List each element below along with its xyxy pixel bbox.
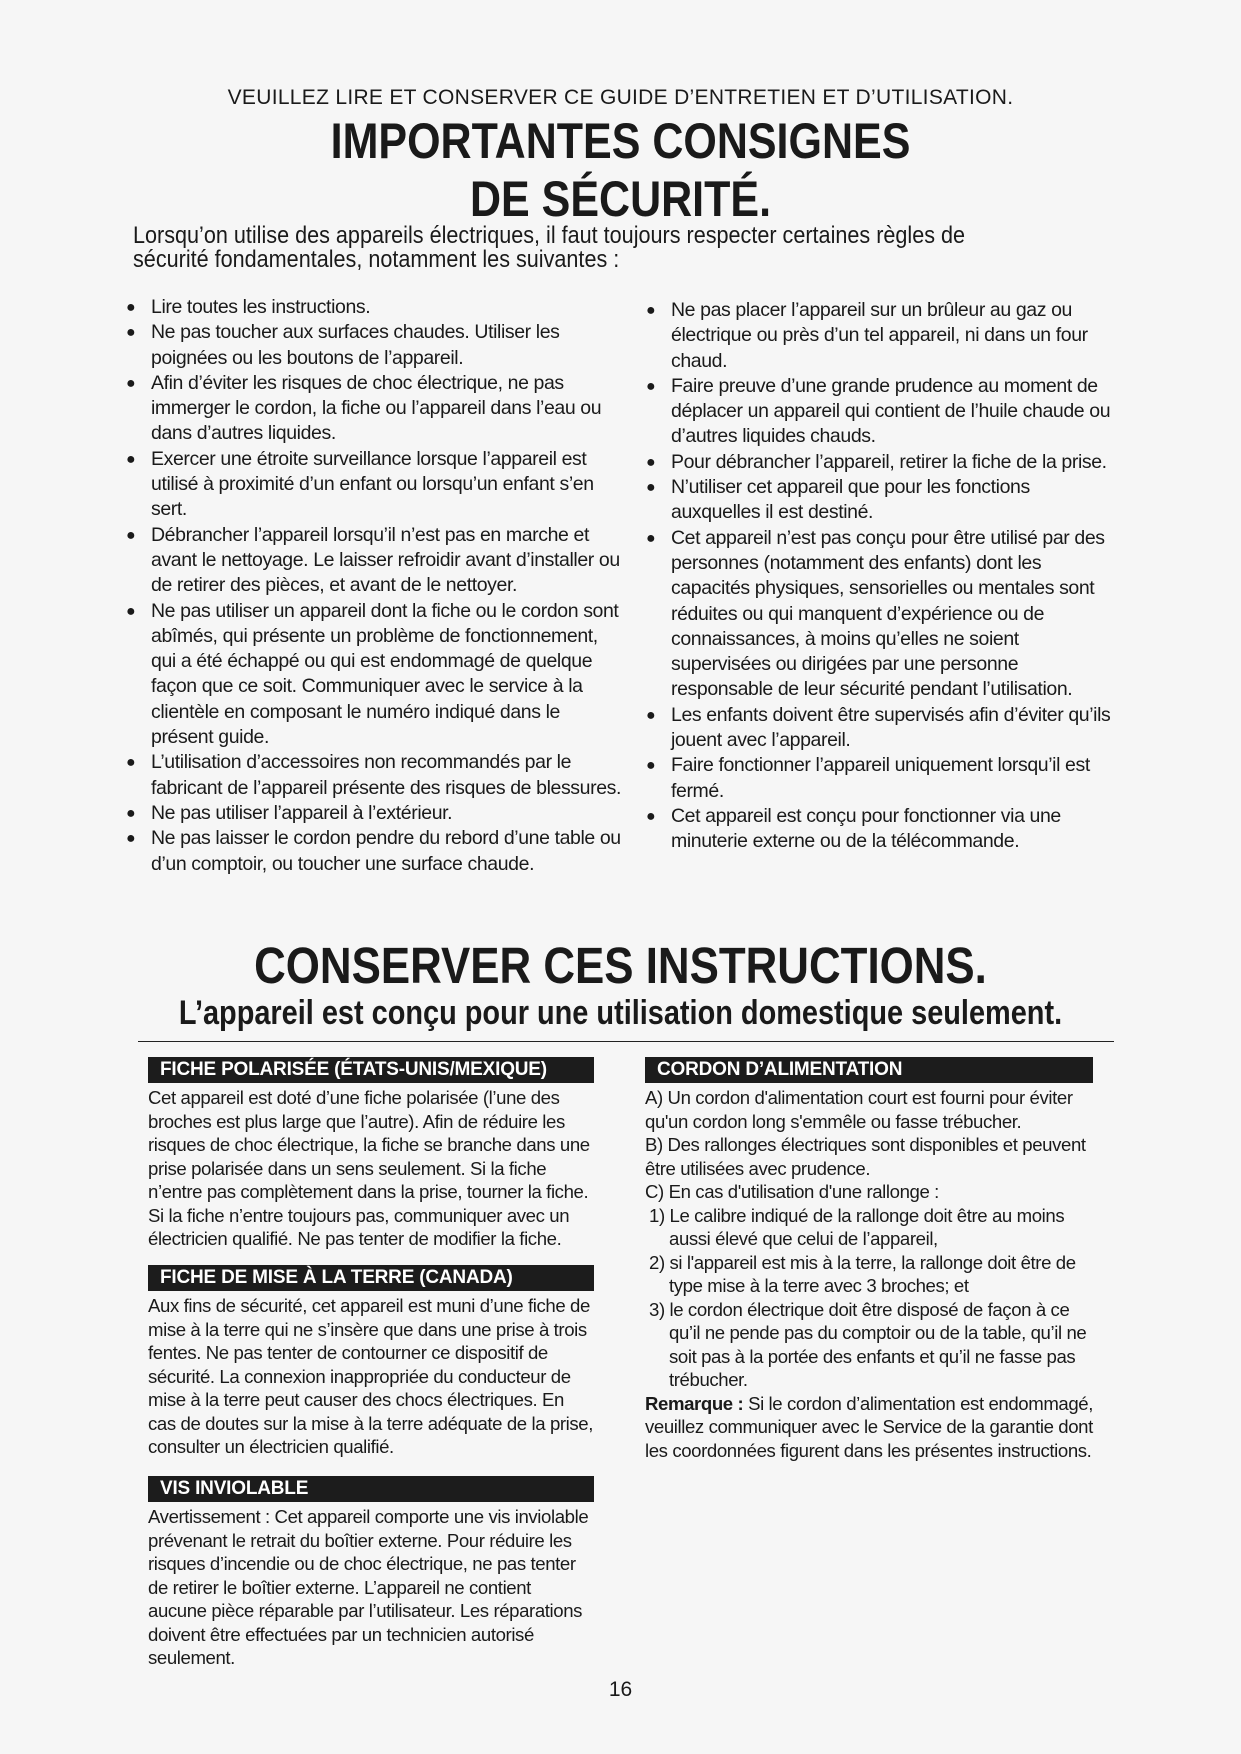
- cord-item-c2: 2) si l'appareil est mis à la terre, la rallonge doit être de type mise à la terre avec 3 broches; et: [649, 1251, 1076, 1296]
- bullet-icon: ●: [126, 830, 136, 848]
- cord-item-c1: 1) Le calibre indiqué de la rallonge doit être au moins aussi élevé que celui de l’appareil,: [649, 1204, 1065, 1249]
- list-item: ● N’utiliser cet appareil que pour les fonctions auxquelles il est destiné.: [646, 476, 1030, 524]
- keep-instructions-heading: CONSERVER CES INSTRUCTIONS.: [254, 937, 987, 994]
- bullet-icon: ●: [126, 754, 136, 772]
- safety-rules-list-right: [644, 298, 1114, 855]
- title-line-2: DE SÉCURITÉ.: [469, 171, 772, 227]
- bullet-icon: ●: [646, 757, 656, 775]
- list-item: ● Pour débrancher l’appareil, retirer la fiche de la prise.: [644, 450, 1114, 475]
- list-item: ● Ne pas utiliser un appareil dont la fiche ou le cordon sont abîmés, qui présente un problème de fonctionnement, qui a été échappé ou qui est endommagé de quelque façon que ce soit. Communiquer avec le service à la clientèle en composant le numéro indiqué dans le présent guide.: [126, 599, 619, 749]
- bullet-icon: ●: [126, 374, 136, 392]
- household-use-subheading: L’appareil est conçu pour une utilisation domestique seulement.: [178, 994, 1063, 1032]
- list-item: ● Les enfants doivent être supervisés afin d’éviter qu’ils jouent avec l’appareil.: [646, 703, 1111, 752]
- safety-rules-list-left: [124, 295, 624, 877]
- list-item: ● Cet appareil est conçu pour fonctionner via une minuterie externe ou de la télécommande.: [646, 804, 1061, 853]
- list-item: ● Ne pas laisser le cordon pendre du rebord d’une table ou d’un comptoir, ou toucher une surface chaude.: [126, 827, 621, 875]
- section-body: Cet appareil est doté d’une fiche polarisée (l’une des broches est plus large que l’autre). Afin de réduire les risques de choc électrique, la fiche se branche dans une prise polarisée dans un sens seulement. Si la fiche n’entre pas complètement dans la prise, tourner la fiche. Si la fiche n’entre toujours pas, communiquer avec un électricien qualifié. Ne pas tenter de modifier la fiche.: [148, 1087, 590, 1249]
- bullet-icon: ●: [126, 602, 136, 620]
- list-item: ● Faire preuve d’une grande prudence au moment de déplacer un appareil qui contient de l’huile chaude ou d’autres liquides chauds.: [646, 374, 1111, 448]
- power-cord-section: [645, 1057, 1093, 1462]
- tamper-resistant-screw-section: [148, 1476, 594, 1670]
- remark-label: Remarque :: [645, 1392, 744, 1414]
- bullet-icon: ●: [646, 706, 656, 724]
- bullet-icon: ●: [646, 377, 656, 395]
- list-item: ● Débrancher l’appareil lorsqu’il n’est pas en marche et avant le nettoyage. Le laisser refroidir avant d’installer ou de retirer des pièces, et avant de le nettoyer.: [126, 523, 620, 597]
- safety-rules-right-column: [644, 298, 1114, 855]
- bullet-icon: ●: [646, 479, 656, 497]
- safety-rules-left-column: [124, 295, 624, 877]
- section-heading: FICHE DE MISE À LA TERRE (CANADA): [148, 1265, 594, 1291]
- title-line-1: IMPORTANTES CONSIGNES: [330, 113, 911, 169]
- list-item: ● Ne pas toucher aux surfaces chaudes. Utiliser les poignées ou les boutons de l’appareil.: [126, 321, 560, 369]
- section-divider: [138, 1041, 1114, 1042]
- bullet-icon: ●: [126, 804, 136, 822]
- bullet-icon: ●: [646, 302, 656, 319]
- cord-remark: [645, 1392, 1093, 1463]
- list-item: ● Faire fonctionner l’appareil uniquement lorsqu’il est fermé.: [646, 754, 1090, 802]
- list-item: ● Cet appareil n’est pas conçu pour être utilisé par des personnes (notamment des enfants) dont les capacités physiques, sensorielles ou mentales sont réduites ou qui manquent d’expérience ou de connaissances, à moins qu’elles ne soient supervisées ou dirigées par une personne responsable de leur sécurité pendant l’utilisation.: [646, 526, 1105, 701]
- cord-item-a: A) Un cordon d'alimentation court est fourni pour éviter qu'un cordon long s'emmêle ou fasse trébucher.: [645, 1087, 1073, 1132]
- polarized-plug-section: [148, 1057, 594, 1251]
- cord-item-c3: 3) le cordon électrique doit être disposé de façon à ce qu’il ne pende pas du comptoir ou de la table, qu’il ne soit pas à la portée des enfants et qu’il ne fasse pas trébucher.: [649, 1298, 1087, 1390]
- cord-item-b: B) Des rallonges électriques sont disponibles et peuvent être utilisées avec prudence.: [645, 1134, 1086, 1179]
- grounded-plug-section: [148, 1265, 594, 1459]
- page-title: [87, 112, 1154, 228]
- cord-item-c: C) En cas d'utilisation d'une rallonge :: [645, 1181, 939, 1202]
- list-item: ● Lire toutes les instructions.: [124, 295, 624, 320]
- section-heading: CORDON D’ALIMENTATION: [645, 1057, 1093, 1083]
- bullet-icon: ●: [126, 299, 136, 316]
- section-body: Aux fins de sécurité, cet appareil est muni d’une fiche de mise à la terre qui ne s’insère que dans une prise à trois fentes. Ne pas tenter de contourner ce dispositif de sécurité. La connexion inappropriée du conducteur de mise à la terre peut causer des chocs électriques. En cas de doutes sur la mise à la terre adéquate de la prise, consulter un électricien qualifié.: [148, 1295, 594, 1457]
- list-item: ● L’utilisation d’accessoires non recommandés par le fabricant de l’appareil présente des risques de blessures.: [126, 751, 622, 799]
- list-item: ● Ne pas utiliser l’appareil à l’extérieur.: [124, 801, 624, 826]
- section-body: [645, 1086, 1093, 1462]
- bullet-icon: ●: [646, 453, 656, 471]
- section-heading: VIS INVIOLABLE: [148, 1476, 594, 1502]
- bullet-icon: ●: [126, 526, 136, 544]
- read-and-keep-note: VEUILLEZ LIRE ET CONSERVER CE GUIDE D’ENTRETIEN ET D’UTILISATION.: [227, 86, 1014, 109]
- bullet-icon: ●: [126, 450, 136, 468]
- list-item: ● Ne pas placer l’appareil sur un brûleur au gaz ou électrique ou près d’un tel appareil, ni dans un four chaud.: [646, 299, 1088, 372]
- list-item: ● Exercer une étroite surveillance lorsque l’appareil est utilisé à proximité d’un enfant ou lorsqu’un enfant s’en sert.: [126, 447, 594, 521]
- bullet-icon: ●: [126, 324, 136, 342]
- intro-paragraph: Lorsqu’on utilise des appareils électriques, il faut toujours respecter certaines règles de sécurité fondamentales, notamment les suivantes :: [133, 222, 966, 273]
- bullet-icon: ●: [646, 529, 656, 547]
- section-heading: FICHE POLARISÉE (ÉTATS-UNIS/MEXIQUE): [148, 1057, 594, 1083]
- remark-text: Si le cordon d’alimentation est endommagé, veuillez communiquer avec le Service de la garantie dont les coordonnées figurent dans les présentes instructions.: [645, 1392, 1094, 1461]
- bullet-icon: ●: [646, 807, 656, 825]
- list-item: ● Afin d’éviter les risques de choc électrique, ne pas immerger le cordon, la fiche ou l’appareil dans l’eau ou dans d’autres liquides.: [126, 371, 602, 445]
- section-body: Avertissement : Cet appareil comporte une vis inviolable prévenant le retrait du boîtier externe. Pour réduire les risques d’incendie ou de choc électrique, ne pas tenter de retirer le boîtier externe. L’appareil ne contient aucune pièce réparable par l’utilisateur. Les réparations doivent être effectuées par un technicien autorisé seulement.: [148, 1506, 589, 1668]
- page-number: 16: [608, 1678, 633, 1701]
